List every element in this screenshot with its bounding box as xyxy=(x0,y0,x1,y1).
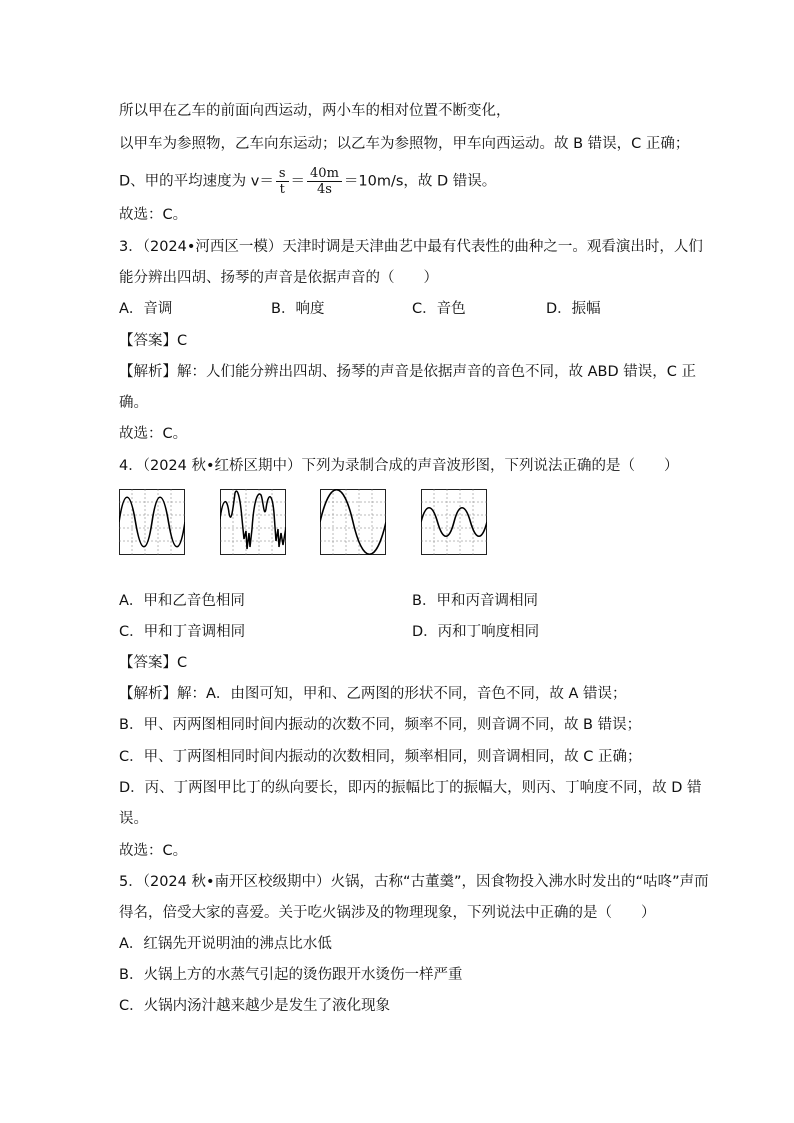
q4-explanation: C．甲、丁两图相同时间内振动的次数相同，频率相同，则音调相同，故 C 正确； xyxy=(119,749,642,765)
q3-option-c: C．音色 xyxy=(412,301,466,317)
q3-option-b: B．响度 xyxy=(271,301,325,317)
q3-selection: 故选：C。 xyxy=(119,426,188,442)
fraction-numerator: 40m xyxy=(307,166,342,182)
waveform-bing xyxy=(320,489,386,555)
formula-prefix: D、甲的平均速度为 v＝ xyxy=(119,173,274,190)
fraction-denominator: 4s xyxy=(316,182,332,197)
q4-option-c: C．甲和丁音调相同 xyxy=(119,624,246,640)
q3-explanation: 【解析】解：人们能分辨出四胡、扬琴的声音是依据声音的音色不同，故 ABD 错误，C 正 xyxy=(119,364,696,380)
question-3-stem: 能分辨出四胡、扬琴的声音是依据声音的（ ） xyxy=(119,270,438,286)
q4-option-b: B．甲和丙音调相同 xyxy=(412,593,538,609)
q5-option-b: B．火锅上方的水蒸气引起的烫伤跟开水烫伤一样严重 xyxy=(119,967,463,983)
fraction-denominator: t xyxy=(279,182,285,197)
fraction-s-over-t xyxy=(276,166,289,197)
question-5-stem: 得名，倍受大家的喜爱。关于吃火锅涉及的物理现象，下列说法中正确的是（ ） xyxy=(119,905,656,921)
waveform-jia xyxy=(119,489,185,555)
q5-option-a: A．红锅先开说明油的沸点比水低 xyxy=(119,936,332,952)
q4-explanation: 误。 xyxy=(119,811,148,827)
text-line: 以甲车为参照物，乙车向东运动；以乙车为参照物，甲车向西运动。故 B 错误，C 正确； xyxy=(119,136,690,152)
q4-option-a: A．甲和乙音色相同 xyxy=(119,593,245,609)
text-line: 故选：C。 xyxy=(119,207,188,223)
q4-option-d: D．丙和丁响度相同 xyxy=(412,624,540,640)
q3-answer: 【答案】C xyxy=(119,333,188,349)
q4-explanation: B．甲、丙两图相同时间内振动的次数不同，频率不同，则音调不同，故 B 错误； xyxy=(119,717,642,733)
q4-explanation: 【解析】解：A．由图可知，甲和、乙两图的形状不同，音色不同，故 A 错误； xyxy=(119,686,627,702)
question-3-stem: 3．（2024•河西区一模）天津时调是天津曲艺中最有代表性的曲种之一。观看演出时，人们 xyxy=(119,239,703,255)
text-line: 所以甲在乙车的前面向西运动，两小车的相对位置不断变化， xyxy=(119,103,511,119)
equals-sign: ＝ xyxy=(290,173,306,190)
q3-option-a: A．音调 xyxy=(119,301,173,317)
q4-explanation: D．丙、丁两图甲比丁的纵向要长，即丙的振幅比丁的振幅大，则丙、丁响度不同，故 D 错 xyxy=(119,780,702,796)
q3-explanation: 确。 xyxy=(119,395,148,411)
q5-option-c: C．火锅内汤汁越来越少是发生了液化现象 xyxy=(119,998,391,1014)
q4-selection: 故选：C。 xyxy=(119,843,188,859)
formula-suffix: ＝10m/s，故 D 错误。 xyxy=(343,173,497,190)
fraction-40m-over-4s xyxy=(307,166,342,197)
waveform-yi xyxy=(220,489,286,555)
question-4-stem: 4．（2024 秋•红桥区期中）下列为录制合成的声音波形图，下列说法正确的是（ ） xyxy=(119,458,679,474)
fraction-numerator: s xyxy=(276,166,289,182)
question-5-stem: 5．（2024 秋•南开区校级期中）火锅，古称“古董羹”，因食物投入沸水时发出的“咕咚”声而 xyxy=(119,874,709,890)
q3-option-d: D．振幅 xyxy=(546,301,601,317)
formula-line xyxy=(119,166,496,197)
q4-answer: 【答案】C xyxy=(119,655,188,671)
waveform-ding xyxy=(421,489,487,555)
